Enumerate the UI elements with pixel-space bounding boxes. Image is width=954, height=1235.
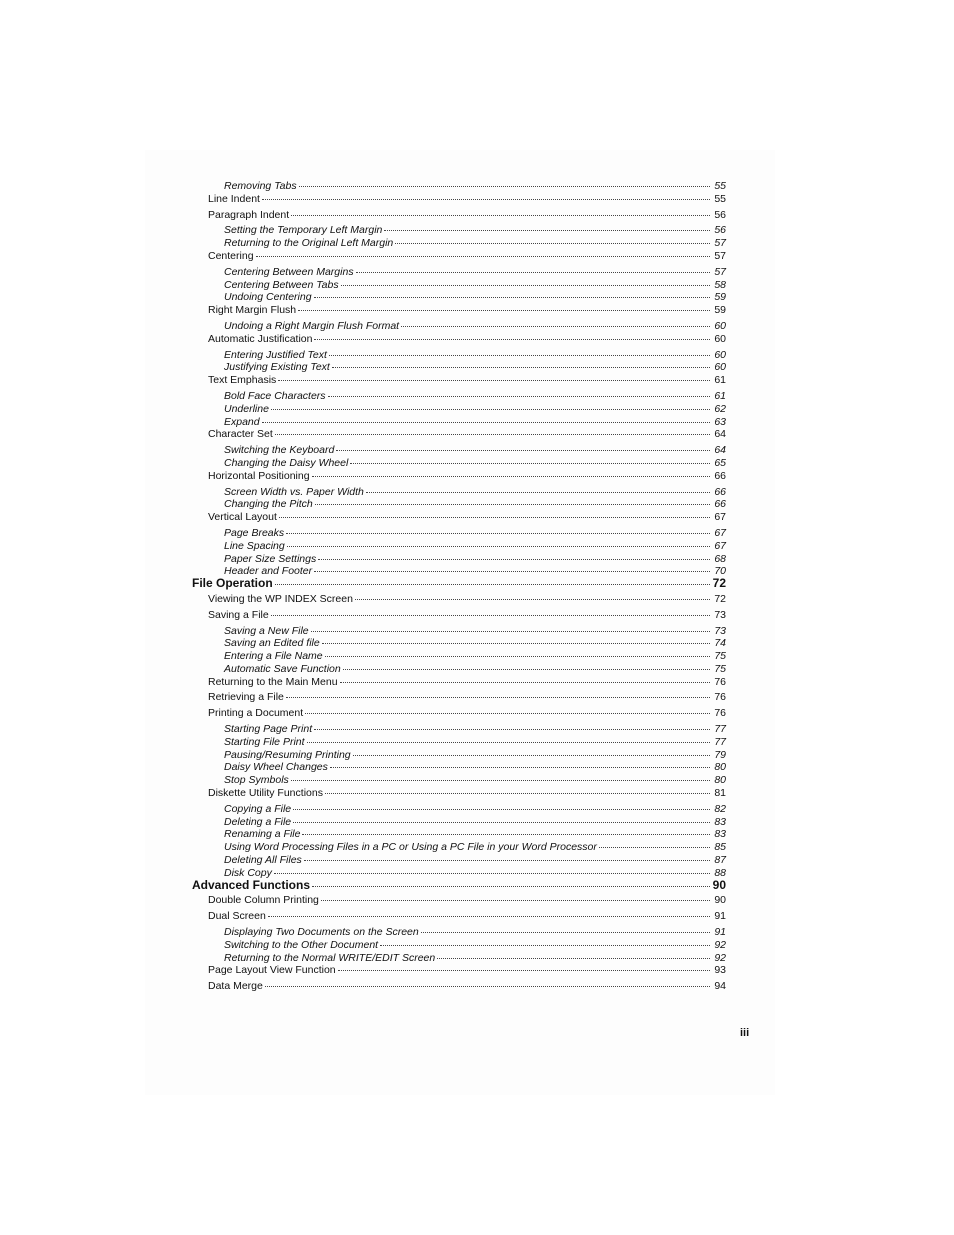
toc-entry-title: Horizontal Positioning [208, 469, 310, 482]
toc-entry [190, 333, 730, 346]
dot-leader [599, 839, 710, 848]
toc-entry-title: Copying a File [224, 802, 292, 815]
dot-leader [356, 264, 710, 273]
toc-entry-page: 64 [714, 428, 726, 441]
toc-entry-page: 76 [714, 691, 726, 704]
toc-entry-page: 90 [714, 894, 726, 907]
toc-entry-title: File Operation [192, 576, 273, 591]
dot-leader [293, 801, 710, 810]
toc-entry-page: 77 [714, 735, 726, 748]
toc-entry-page: 67 [714, 539, 726, 552]
toc-entry [190, 980, 730, 993]
toc-entry [190, 676, 730, 689]
dot-leader [304, 852, 710, 861]
toc-entry-page: 91 [714, 910, 726, 923]
toc-entry-page: 76 [714, 675, 726, 688]
toc-entry-title: Daisy Wheel Changes [224, 761, 328, 774]
toc-entry-title: Changing the Daisy Wheel [224, 456, 349, 469]
toc-entry-page: 61 [714, 389, 726, 402]
toc-entry-page: 62 [714, 402, 726, 415]
dot-leader [314, 563, 710, 572]
toc-entry-title: Dual Screen [208, 910, 266, 923]
toc-entry-page: 60 [714, 361, 726, 374]
dot-leader [338, 962, 710, 971]
dot-leader [274, 865, 710, 874]
toc-entry-page: 57 [714, 249, 726, 262]
toc-entry-page: 74 [714, 637, 726, 650]
toc-entry-page: 68 [714, 552, 726, 565]
toc-entry-title: Character Set [208, 428, 273, 441]
toc-entry-title: Underline [224, 402, 269, 415]
toc-entry-page: 83 [714, 815, 726, 828]
toc-entry-title: Diskette Utility Functions [208, 787, 323, 800]
toc-entry-page: 73 [714, 608, 726, 621]
toc-entry-title: Deleting All Files [224, 854, 302, 867]
toc-entry-page: 57 [714, 265, 726, 278]
toc-entry [190, 787, 730, 800]
page-folio: iii [740, 1027, 750, 1039]
toc-entry-page: 73 [714, 624, 726, 637]
toc-entry-title: Centering Between Margins [224, 265, 354, 278]
dot-leader [341, 277, 710, 286]
toc-entry-title: Right Margin Flush [208, 304, 297, 317]
toc-entry-title: Entering Justified Text [224, 348, 327, 361]
toc-entry-title: Saving a New File [224, 624, 309, 637]
toc-entry-title: Centering Between Tabs [224, 278, 339, 291]
toc-entry-page: 64 [714, 444, 726, 457]
toc-entry-title: Printing a Document [208, 707, 304, 720]
toc-entry-title: Automatic Save Function [224, 662, 341, 675]
toc-entry-title: Undoing a Right Margin Flush Format [224, 319, 400, 332]
toc-entry-title: Undoing Centering [224, 291, 312, 304]
dot-leader [315, 496, 710, 505]
dot-leader [271, 607, 710, 616]
toc-entry-title: Text Emphasis [208, 374, 277, 387]
toc-entry-title: Advanced Functions [192, 877, 311, 892]
dot-leader [325, 785, 710, 794]
dot-leader [271, 401, 710, 410]
toc-entry-page: 93 [714, 964, 726, 977]
dot-leader [401, 318, 710, 327]
toc-entry-title: Returning to the Normal WRITE/EDIT Screen [224, 951, 436, 964]
toc-entry [190, 428, 730, 441]
toc-entry [190, 209, 730, 222]
toc-entry-title: Saving an Edited file [224, 637, 320, 650]
toc-entry-page: 90 [712, 877, 726, 892]
toc-entry-page: 70 [714, 565, 726, 578]
toc-entry-title: Switching the Keyboard [224, 444, 335, 457]
toc-entry-title: Line Spacing [224, 539, 285, 552]
dot-leader [268, 908, 710, 917]
dot-leader [328, 388, 710, 397]
toc-entry-page: 77 [714, 723, 726, 736]
dot-leader [421, 924, 710, 933]
dot-leader [325, 648, 710, 657]
dot-leader [312, 878, 710, 887]
toc-entry-title: Returning to the Main Menu [208, 675, 338, 688]
toc-entry-title: Displaying Two Documents on the Screen [224, 926, 419, 939]
toc-entry-title: Page Breaks [224, 526, 285, 539]
toc-entry [190, 964, 730, 977]
dot-leader [332, 359, 710, 368]
dot-leader [305, 705, 710, 714]
toc-entry-page: 55 [714, 192, 726, 205]
dot-leader [314, 331, 710, 340]
toc-entry-title: Retrieving a File [208, 691, 284, 704]
toc-entry-page: 88 [714, 866, 726, 879]
toc-entry-page: 60 [714, 348, 726, 361]
toc-entry-page: 72 [712, 576, 726, 591]
toc-entry-page: 80 [714, 761, 726, 774]
table-of-contents [190, 180, 730, 993]
toc-entry [190, 193, 730, 206]
toc-entry-title: Double Column Printing [208, 894, 319, 907]
toc-entry-page: 79 [714, 748, 726, 761]
dot-leader [262, 191, 710, 200]
toc-entry-title: Header and Footer [224, 565, 313, 578]
toc-entry-page: 58 [714, 278, 726, 291]
toc-entry-title: Vertical Layout [208, 511, 277, 524]
dot-leader [322, 635, 710, 644]
toc-entry-title: Justifying Existing Text [224, 361, 330, 374]
dot-leader [437, 950, 710, 959]
toc-entry [190, 593, 730, 606]
toc-entry-page: 66 [714, 498, 726, 511]
toc-entry-page: 85 [714, 841, 726, 854]
dot-leader [275, 426, 710, 435]
dot-leader [286, 689, 710, 698]
toc-entry-page: 56 [714, 208, 726, 221]
toc-entry-page: 63 [714, 415, 726, 428]
toc-entry-title: Paragraph Indent [208, 208, 290, 221]
toc-entry-page: 91 [714, 926, 726, 939]
toc-entry-title: Automatic Justification [208, 332, 313, 345]
toc-entry-page: 72 [714, 592, 726, 605]
toc-entry-page: 60 [714, 332, 726, 345]
toc-entry-page: 56 [714, 224, 726, 237]
toc-entry-page: 57 [714, 237, 726, 250]
toc-entry-page: 67 [714, 511, 726, 524]
toc-entry-page: 92 [714, 938, 726, 951]
dot-leader [366, 484, 710, 493]
dot-leader [384, 222, 710, 231]
toc-entry-title: Setting the Temporary Left Margin [224, 224, 383, 237]
dot-leader [275, 576, 710, 585]
toc-entry-page: 92 [714, 951, 726, 964]
toc-entry-title: Expand [224, 415, 260, 428]
toc-entry-title: Saving a File [208, 608, 269, 621]
toc-entry-title: Switching to the Other Document [224, 938, 379, 951]
toc-entry-title: Starting Page Print [224, 723, 313, 736]
toc-entry-title: Disk Copy [224, 866, 272, 879]
dot-leader [318, 551, 710, 560]
toc-entry-title: Pausing/Resuming Printing [224, 748, 351, 761]
toc-entry-title: Deleting a File [224, 815, 292, 828]
toc-entry-page: 59 [714, 304, 726, 317]
dot-leader [286, 525, 710, 534]
toc-entry-title: Bold Face Characters [224, 389, 326, 402]
dot-leader [395, 235, 710, 244]
toc-entry-page: 60 [714, 319, 726, 332]
toc-entry [190, 910, 730, 923]
toc-entry-title: Paper Size Settings [224, 552, 317, 565]
dot-leader [340, 674, 710, 683]
dot-leader [336, 442, 710, 451]
dot-leader [343, 661, 710, 670]
toc-entry [190, 609, 730, 622]
toc-entry [190, 707, 730, 720]
toc-entry-page: 81 [714, 787, 726, 800]
dot-leader [298, 302, 710, 311]
dot-leader [314, 289, 710, 298]
dot-leader [380, 937, 710, 946]
toc-entry-title: Starting File Print [224, 735, 305, 748]
toc-entry-title: Line Indent [208, 192, 260, 205]
dot-leader [330, 759, 710, 768]
toc-entry-page: 65 [714, 456, 726, 469]
dot-leader [321, 892, 710, 901]
toc-entry-page: 59 [714, 291, 726, 304]
toc-entry-title: Centering [208, 249, 254, 262]
toc-entry-title: Viewing the WP INDEX Screen [208, 592, 353, 605]
dot-leader [293, 814, 710, 823]
toc-entry-page: 61 [714, 374, 726, 387]
toc-entry-title: Data Merge [208, 980, 263, 993]
toc-entry-page: 87 [714, 854, 726, 867]
toc-entry [190, 511, 730, 524]
dot-leader [256, 248, 710, 257]
toc-entry [190, 470, 730, 483]
toc-entry [190, 894, 730, 907]
toc-entry-page: 75 [714, 662, 726, 675]
toc-entry-page: 55 [714, 180, 726, 192]
toc-entry-page: 75 [714, 650, 726, 663]
toc-entry-title: Renaming a File [224, 828, 301, 841]
toc-entry-page: 66 [714, 469, 726, 482]
toc-entry-title: Screen Width vs. Paper Width [224, 485, 364, 498]
toc-entry-title: Removing Tabs [224, 180, 297, 192]
toc-entry-title: Stop Symbols [224, 774, 289, 787]
toc-entry-title: Entering a File Name [224, 650, 323, 663]
dot-leader [302, 826, 710, 835]
toc-entry-page: 82 [714, 802, 726, 815]
dot-leader [314, 721, 710, 730]
dot-leader [278, 372, 710, 381]
toc-entry-title: Using Word Processing Files in a PC or Using a PC File in your Word Processor [224, 841, 597, 854]
toc-entry-title: Page Layout View Function [208, 964, 336, 977]
dot-leader [312, 468, 710, 477]
toc-entry [190, 877, 730, 892]
toc-entry-page: 76 [714, 707, 726, 720]
dot-leader [329, 347, 710, 356]
toc-entry-page: 80 [714, 774, 726, 787]
dot-leader [279, 509, 710, 518]
dot-leader [350, 455, 710, 464]
dot-leader [265, 978, 710, 987]
dot-leader [262, 414, 710, 423]
toc-entry [190, 374, 730, 387]
toc-entry [190, 304, 730, 317]
toc-entry [190, 250, 730, 263]
dot-leader [355, 591, 710, 600]
toc-entry-page: 66 [714, 485, 726, 498]
toc-entry-page: 67 [714, 526, 726, 539]
dot-leader [291, 772, 710, 781]
dot-leader [291, 207, 710, 216]
dot-leader [299, 178, 710, 187]
dot-leader [353, 747, 710, 756]
toc-entry-page: 94 [714, 980, 726, 993]
dot-leader [311, 623, 710, 632]
toc-entry [190, 578, 730, 590]
toc-entry [190, 691, 730, 704]
toc-entry-title: Changing the Pitch [224, 498, 313, 511]
dot-leader [287, 538, 710, 547]
dot-leader [307, 734, 710, 743]
toc-entry-page: 83 [714, 828, 726, 841]
toc-entry-title: Returning to the Original Left Margin [224, 237, 394, 250]
